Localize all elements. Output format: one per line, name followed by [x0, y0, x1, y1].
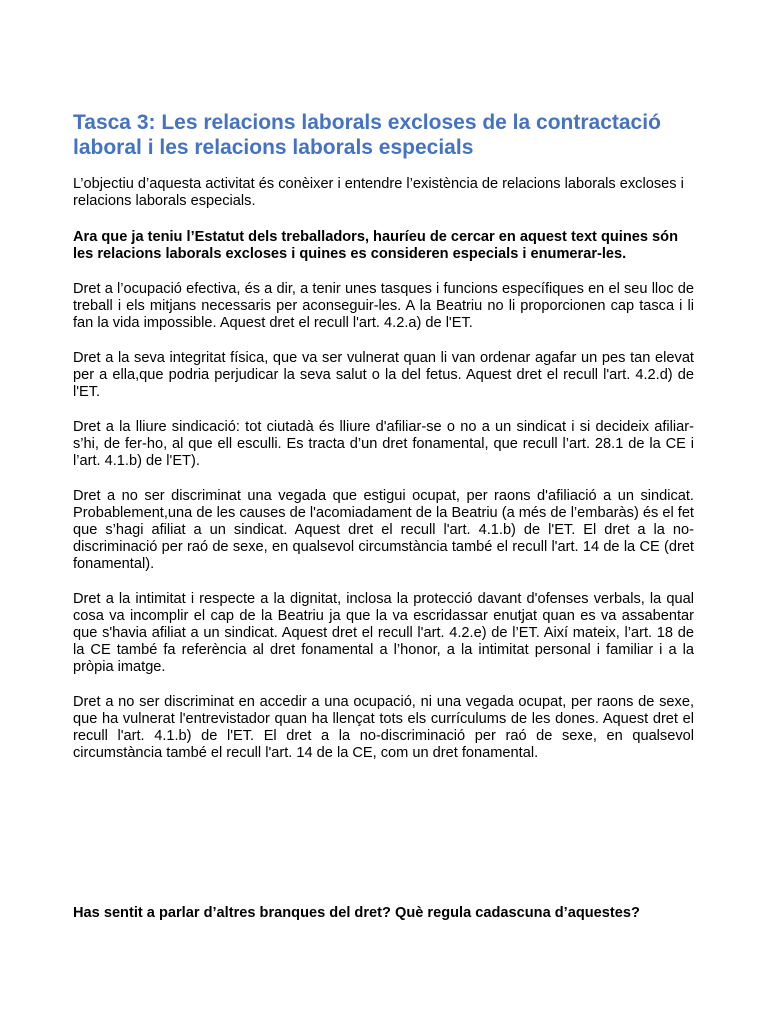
page-title: Tasca 3: Les relacions laborals excloses de la contractació laboral i les relacions laborals especials [73, 111, 661, 159]
right-non-discrimination-sex-paragraph: Dret a no ser discriminat en accedir a una ocupació, ni una vegada ocupat, per raons de sexe, que ha vulnerat l'entrevistador quan ha llençat tots els currículums de les dones. Aquest dret el recull l'art. 4.1.b) de l'ET. El dret a la no-discriminació per raó de sexe, en qualsevol circumstància també el recull l'art. 14 de la CE, com un dret fonamental. [73, 694, 694, 761]
right-union-freedom-paragraph: Dret a la lliure sindicació: tot ciutadà és lliure d'afiliar-se o no a un sindicat i si decideix afiliar-s’hi, de fer-ho, al que ell esculli. Es tracta d’un dret fonamental, que recull l’art. 28.1 de la CE i l’art. 4.1.b) de l'ET). [73, 419, 694, 469]
instruction-paragraph: Ara que ja teniu l’Estatut dels treballadors, hauríeu de cercar en aquest text quines són les relacions laborals excloses i quines es consideren especials i enumerar-les. [73, 229, 678, 262]
right-physical-integrity-paragraph: Dret a la seva integritat física, que va ser vulnerat quan li van ordenar agafar un pes tan elevat per a ella,que podria perjudicar la seva salut o la del fetus. Aquest dret el recull l'art. 4.2.d) de l'ET. [73, 350, 694, 400]
right-effective-occupation-paragraph: Dret a l’ocupació efectiva, és a dir, a tenir unes tasques i funcions específiques en el seu lloc de treball i els mitjans necessaris per aconseguir-les. A la Beatriu no li proporcionen cap tasca i li fan la vida impossible. Aquest dret el recull l'art. 4.2.a) de l'ET. [73, 281, 694, 331]
intro-paragraph: L’objectiu d’aquesta activitat és conèixer i entendre l’existència de relacions laborals excloses i relacions laborals especials. [73, 176, 684, 209]
question-paragraph: Has sentit a parlar d’altres branques del dret? Què regula cadascuna d’aquestes? [73, 905, 640, 921]
right-privacy-dignity-paragraph: Dret a la intimitat i respecte a la dignitat, inclosa la protecció davant d'ofenses verbals, la qual cosa va incomplir el cap de la Beatriu ja que la va escridassar enutjat quan es va assabentar que s'havia afiliat a un sindicat. Aquest dret el recull l'art. 4.2.e) de l’ET. Així mateix, l’art. 18 de la CE també fa referència al dret fonamental a l’honor, a la intimitat personal i familiar i a la pròpia imatge. [73, 591, 694, 675]
document-page [73, 110, 694, 762]
right-non-discrimination-union-paragraph: Dret a no ser discriminat una vegada que estigui ocupat, per raons d'afiliació a un sindicat. Probablement,una de les causes de l'acomiadament de la Beatriu (a més de l’embaràs) és el fet que s’hagi afiliat a un sindicat. Aquest dret el recull l'art. 4.1.b) de l'ET. El dret a la no-discriminació per raó de sexe, en qualsevol circumstància també el recull l'art. 14 de la CE (dret fonamental). [73, 488, 694, 572]
